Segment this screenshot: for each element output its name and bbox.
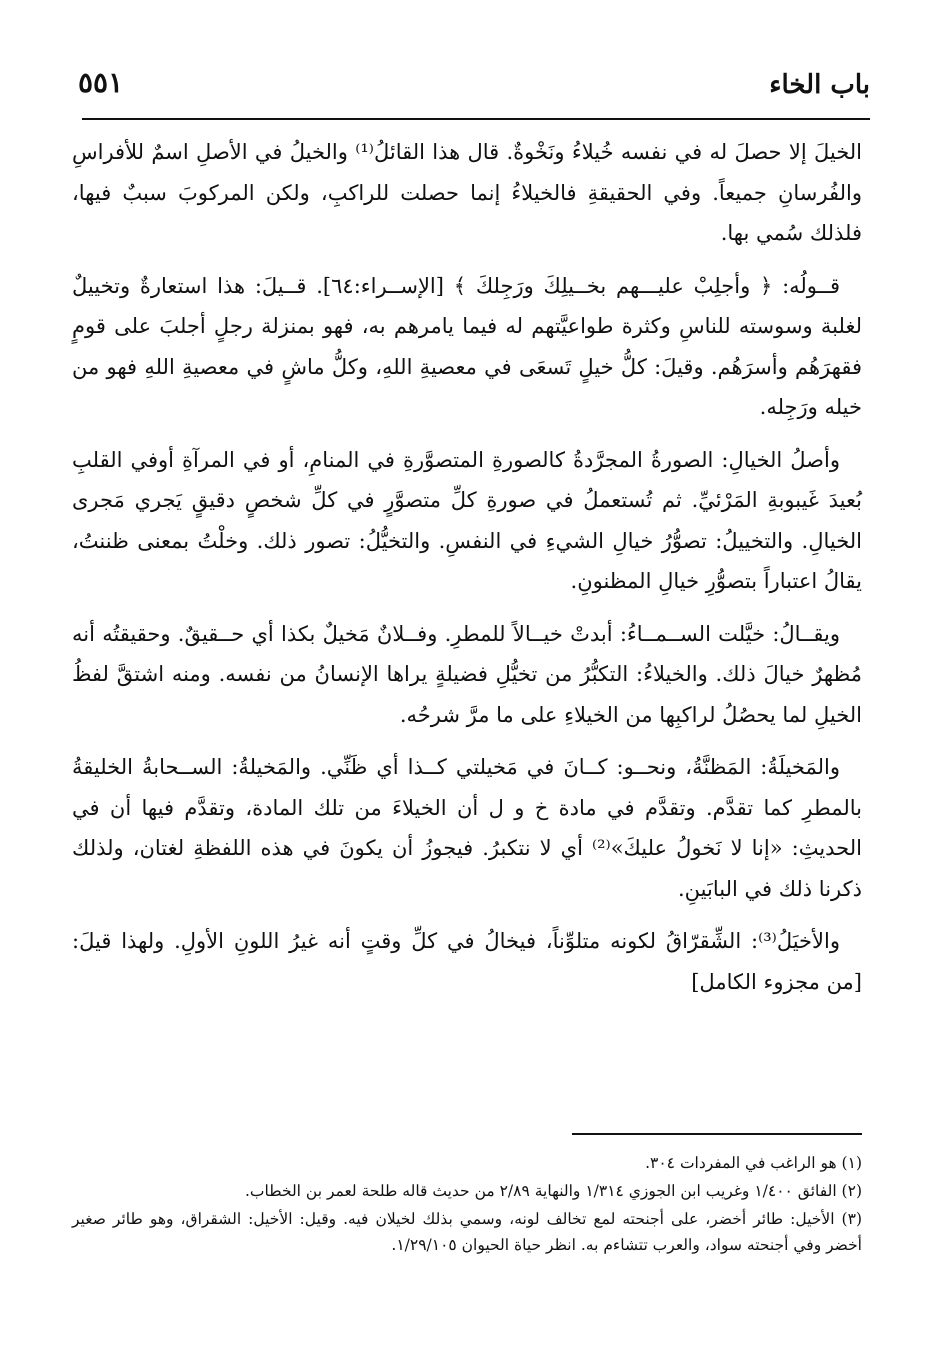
chapter-title: باب الخاء (769, 70, 870, 100)
footnote: (٢) الفائق ١/٤٠٠ وغريب ابن الجوزي ١/٣١٤ والنهاية ٢/٨٩ من حديث قاله طلحة لعمر بن الخطاب. (244, 1182, 862, 1200)
footnote-divider (572, 1133, 862, 1135)
paragraph: الخيلَ إلا حصلَ له في نفسه خُيلاءُ ونَخْوةٌ. قال هذا القائلُ⁽¹⁾ والخيلُ في الأصلِ اسمٌ للأفراسِ والفُرسانِ جميعاً. وفي الحقيقةِ فالخيلاءُ إنما حصلت للراكبِ، ولكن المركوبَ سببٌ فيها، فلذلك سُمي بها. (72, 140, 862, 245)
page-header (78, 66, 870, 116)
paragraph: والمَخيلَةُ: المَظنَّةُ، ونحــو: كــانَ في مَخيلتي كــذا أي ظَنِّي. والمَخيلةُ: الســحابةُ الخليقةُ بالمطرِ كما تقدَّم. وتقدَّم في مادة خ و ل أن الخيلاءَ من تلك المادة، وتقدَّم فيها أن في الحديثِ: «إنا لا نَخولُ عليكَ»⁽²⁾ أي لا نتكبرُ. فيجوزُ أن يكونَ في هذه اللفظةِ لغتان، ولذلك ذكرنا ذلك في البابَينِ. (72, 755, 862, 901)
paragraph: قــولُه: ﴿ وأجلِبْ عليـــهم بخــيلِكَ ورَجِلكَ ﴾ [الإســراء:٦٤]. قــيلَ: هذا استعارةٌ وتخييلٌ لغلبة وسوسته للناسِ وكثرة طواعيَّتهم له فيما يامرهم به، فهو بمنزلة رجلٍ أجلبَ على قومٍ فقهرَهُم وأسرَهُم. وقيلَ: كلُّ خيلٍ تَسعَى في معصيةِ اللهِ، وكلُّ ماشٍ في معصيةِ اللهِ فهو من خيله ورَجِله. (72, 273, 862, 419)
footnote: (١) هو الراغب في المفردات ٣٠٤. (645, 1154, 862, 1172)
paragraph: والأخيَلُ⁽³⁾: الشِّقرّاقُ لكونه متلوِّناً، فيخالُ في كلِّ وقتٍ أنه غيرُ اللونِ الأولِ. ولهذا قيلَ: [من مجزوء الكامل] (72, 929, 862, 994)
page-number: ٥٥١ (78, 66, 124, 99)
paragraph: وأصلُ الخيالِ: الصورةُ المجرَّدةُ كالصورةِ المتصوَّرةِ في المنامِ، أو في المرآةِ أوفي القلبِ بُعيدَ غَيبوبةِ المَرْئيِّ. ثم تُستعملُ في صورةِ كلِّ متصوَّرٍ في كلِّ شخصٍ دقيقٍ يَجري مَجرى الخيالِ. والتخييلُ: تصوُّرُ خيالِ الشيءِ في النفسِ. والتخيُّلُ: تصور ذلك. وخلْتُ بمعنى ظننتُ، يقالُ اعتباراً بتصوُّرِ خيالِ المظنونِ. (72, 447, 862, 593)
header-divider (82, 118, 870, 120)
footnotes (72, 1150, 862, 1260)
paragraph: ويقــالُ: خيَّلت الســمــاءُ: أبدتْ خيــالاً للمطرِ. وفــلانٌ مَخيلٌ بكذا أي حــقيقٌ. وحقيقتُه أنه مُظهرٌ خيالَ ذلك. والخيلاءُ: التكبُّرُ من تخيُّلِ فضيلةٍ يراها الإنسانُ من نفسه. ومنه اشتقَّ لفظُ الخيلِ لما يحصُلُ لراكبِها من الخيلاءِ على ما مرَّ شرحُه. (72, 621, 862, 727)
footnote: (٣) الأخيل: طائر أخضر، على أجنحته لمع تخالف لونه، وسمي بذلك لخيلان فيه. وقيل: الأخيل: الشقراق، وهو طائر صغير أخضر وفي أجنحته سواد، والعرب تتشاءم به. انظر حياة الحيوان ١/٢٩/١٠٥. (72, 1210, 862, 1254)
main-text (72, 132, 862, 1014)
